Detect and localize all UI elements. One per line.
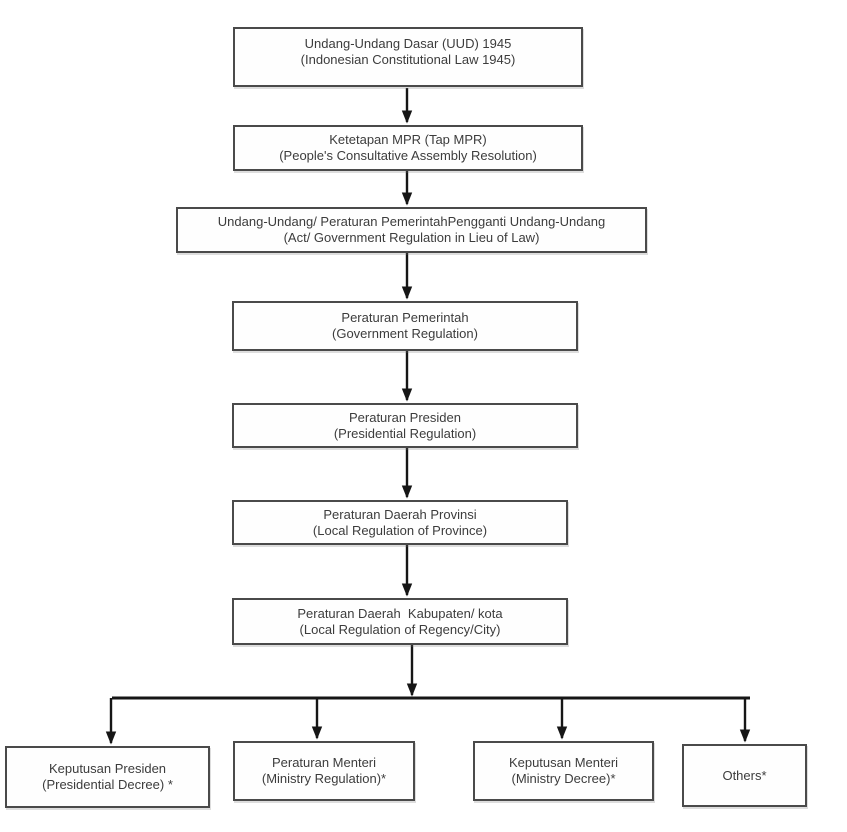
node-others [682, 744, 807, 807]
node-label-line1: Ketetapan MPR (Tap MPR) [329, 132, 487, 147]
node-perda-kabupaten-kota [232, 598, 568, 645]
node-peraturan-menteri [233, 741, 415, 801]
node-label-line1: Peraturan Daerah Provinsi [323, 506, 477, 522]
node-label-line2: (Presidential Regulation) [333, 425, 477, 441]
node-peraturan-pemerintah [232, 301, 578, 351]
node-label-line1: Keputusan Menteri [508, 755, 619, 770]
node-label-line2: (Ministry Regulation)* [261, 771, 387, 786]
node-label-line1: Peraturan Pemerintah [341, 310, 469, 325]
node-label-line1: Peraturan Daerah Kabupaten/ kota [297, 605, 503, 621]
node-tap-mpr [233, 125, 583, 171]
node-label-line1: Keputusan Presiden [48, 761, 167, 776]
node-keputusan-presiden [5, 746, 210, 808]
node-label-line2: (Ministry Decree)* [511, 771, 616, 786]
node-label-line1: Undang-Undang Dasar (UUD) 1945 [304, 36, 512, 51]
node-undang-undang-perppu [176, 207, 647, 253]
node-label-line2: (Act/ Government Regulation in Lieu of Law) [283, 230, 540, 245]
node-uud-1945 [233, 27, 583, 87]
node-peraturan-presiden [232, 403, 578, 448]
node-label-line2: (Indonesian Constitutional Law 1945) [300, 52, 516, 67]
node-label-line2: (Government Regulation) [332, 326, 478, 341]
node-label-line2: (Local Regulation of Province) [312, 522, 488, 538]
node-label-line1: Peraturan Menteri [271, 755, 377, 770]
node-perda-provinsi [232, 500, 568, 545]
node-keputusan-menteri [473, 741, 654, 801]
node-label-line1: Peraturan Presiden [348, 409, 461, 425]
node-label-line1: Others* [722, 767, 767, 783]
node-label-line2: (People's Consultative Assembly Resolution) [279, 148, 537, 163]
node-label-line1: Undang-Undang/ Peraturan PemerintahPengganti Undang-Undang [217, 214, 606, 229]
node-label-line2: (Local Regulation of Regency/City) [299, 621, 501, 637]
node-label-line2: (Presidential Decree) * [42, 777, 173, 792]
